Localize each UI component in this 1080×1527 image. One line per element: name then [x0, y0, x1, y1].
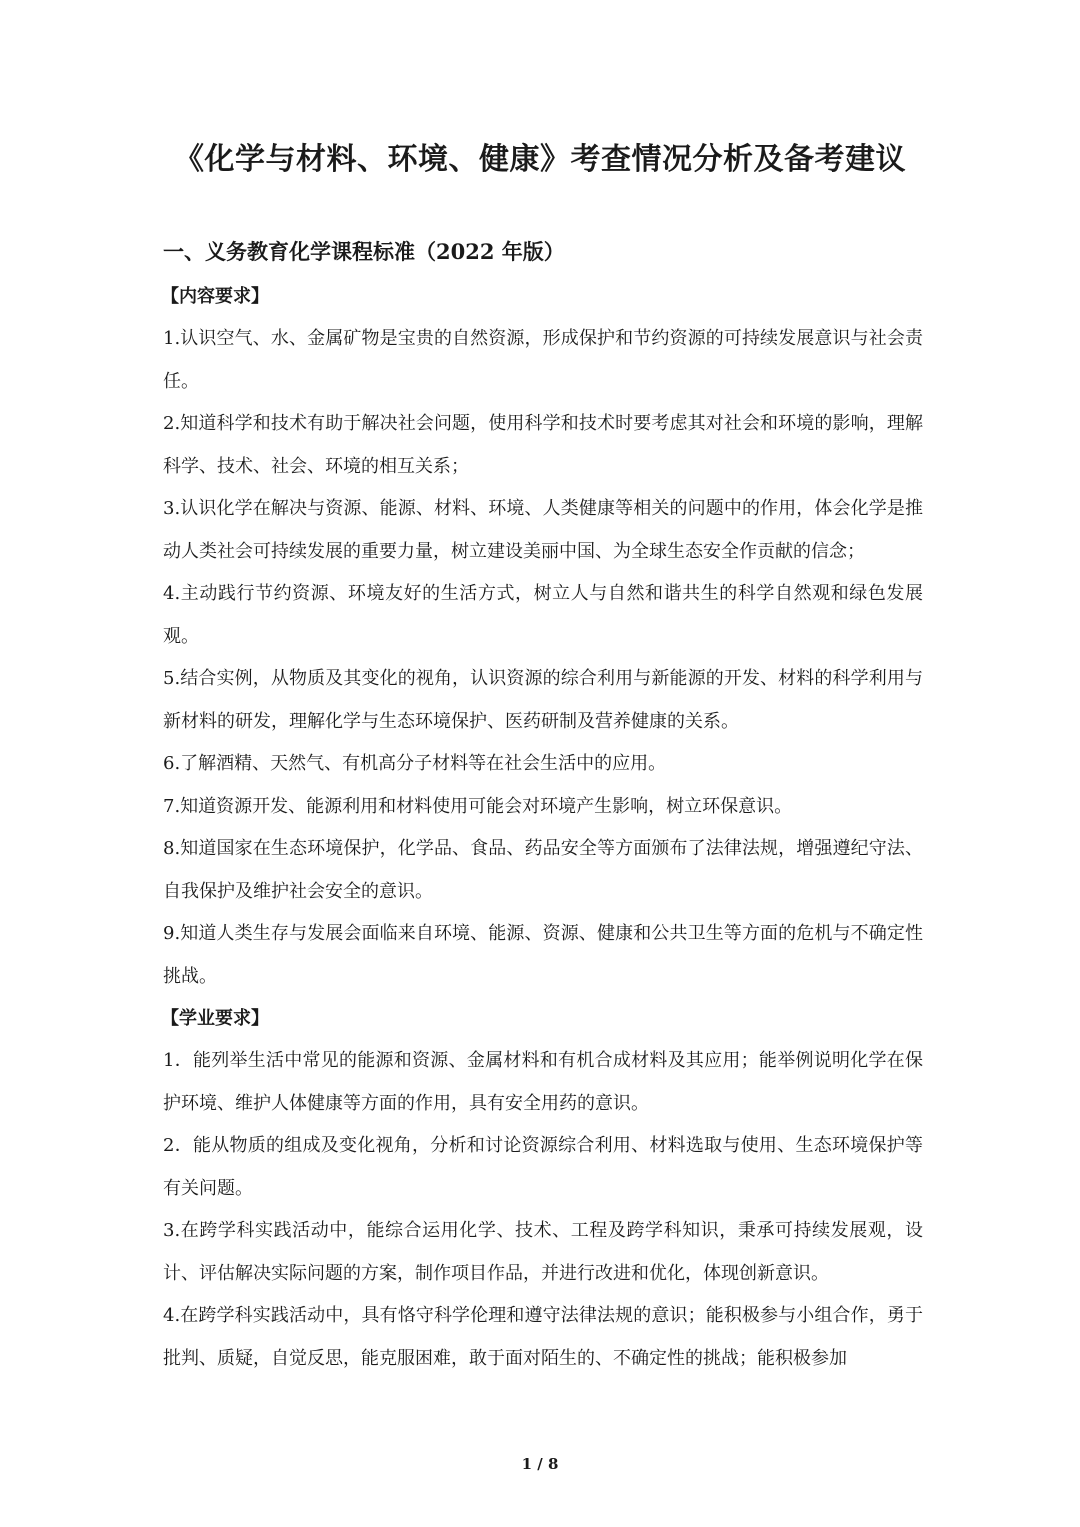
- content-requirement-item: 1.认识空气、水、金属矿物是宝贵的自然资源，形成保护和节约资源的可持续发展意识与社会责任。: [163, 328, 923, 392]
- content-requirement-item: 9.知道人类生存与发展会面临来自环境、能源、资源、健康和公共卫生等方面的危机与不确定性挑战。: [163, 923, 923, 987]
- content-requirement-item: 4.主动践行节约资源、环境友好的生活方式，树立人与自然和谐共生的科学自然观和绿色发展观。: [163, 583, 923, 647]
- academic-requirements-label: 【学业要求】: [161, 1008, 269, 1029]
- page-number: 1 / 8: [521, 1455, 559, 1473]
- content-requirement-item: 5.结合实例，从物质及其变化的视角，认识资源的综合利用与新能源的开发、材料的科学利用与新材料的研发，理解化学与生态环境保护、医药研制及营养健康的关系。: [163, 668, 923, 732]
- academic-requirement-item: 1．能列举生活中常见的能源和资源、金属材料和有机合成材料及其应用；能举例说明化学在保护环境、维护人体健康等方面的作用，具有安全用药的意识。: [163, 1050, 923, 1114]
- content-requirements-label: 【内容要求】: [161, 286, 269, 307]
- document-body: [163, 234, 923, 1380]
- content-requirement-item: 8.知道国家在生态环境保护，化学品、食品、药品安全等方面颁布了法律法规，增强遵纪守法、自我保护及维护社会安全的意识。: [163, 838, 923, 902]
- content-requirement-item: 3.认识化学在解决与资源、能源、材料、环境、人类健康等相关的问题中的作用，体会化学是推动人类社会可持续发展的重要力量，树立建设美丽中国、为全球生态安全作贡献的信念；: [163, 498, 923, 562]
- academic-requirement-item: 3.在跨学科实践活动中，能综合运用化学、技术、工程及跨学科知识，秉承可持续发展观，设计、评估解决实际问题的方案，制作项目作品，并进行改进和优化，体现创新意识。: [163, 1220, 923, 1284]
- academic-requirement-item: 4.在跨学科实践活动中，具有恪守科学伦理和遵守法律法规的意识；能积极参与小组合作，勇于批判、质疑，自觉反思，能克服困难，敢于面对陌生的、不确定性的挑战；能积极参加: [163, 1305, 923, 1369]
- academic-requirement-item: 2．能从物质的组成及变化视角，分析和讨论资源综合利用、材料选取与使用、生态环境保护等有关问题。: [163, 1135, 923, 1199]
- section-heading: 一、义务教育化学课程标准（2022 年版）: [163, 239, 565, 264]
- content-requirement-item: 6.了解酒精、天然气、有机高分子材料等在社会生活中的应用。: [163, 753, 667, 774]
- content-requirement-item: 2.知道科学和技术有助于解决社会问题，使用科学和技术时要考虑其对社会和环境的影响，理解科学、技术、社会、环境的相互关系；: [163, 413, 923, 477]
- document-title: 《化学与材料、环境、健康》考查情况分析及备考建议: [174, 142, 906, 177]
- content-requirement-item: 7.知道资源开发、能源利用和材料使用可能会对环境产生影响，树立环保意识。: [163, 795, 793, 817]
